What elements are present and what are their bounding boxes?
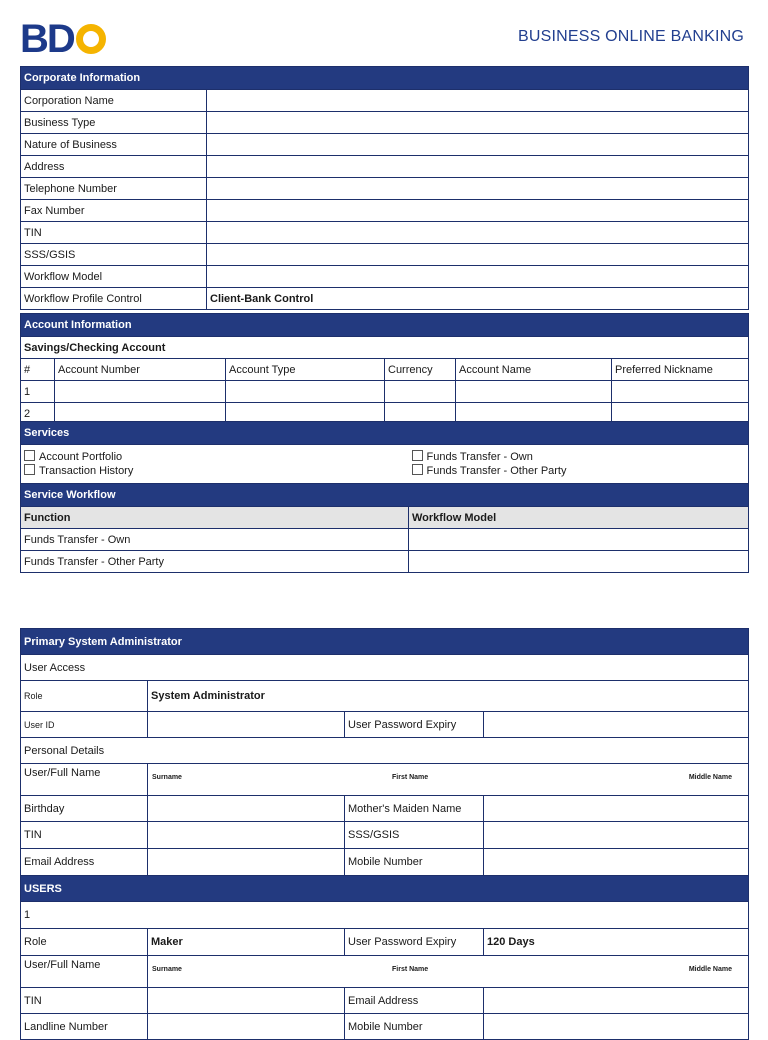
field-label: Workflow Model xyxy=(21,266,207,288)
account-number-input[interactable] xyxy=(55,381,226,403)
password-expiry-label: User Password Expiry xyxy=(345,929,484,956)
field-label: SSS/GSIS xyxy=(21,244,207,266)
business-type-input[interactable] xyxy=(207,112,749,134)
column-header-number: # xyxy=(21,359,55,381)
sss-gsis-input[interactable] xyxy=(484,822,749,849)
fax-input[interactable] xyxy=(207,200,749,222)
column-header-function: Function xyxy=(21,507,409,529)
email-label: Email Address xyxy=(21,849,148,876)
row-number: 2 xyxy=(21,403,55,425)
logo-o-ring xyxy=(76,24,106,54)
bdo-logo xyxy=(20,17,106,61)
corporation-name-input[interactable] xyxy=(207,90,749,112)
user-number: 1 xyxy=(21,902,749,929)
email-input[interactable] xyxy=(484,988,749,1014)
service-workflow-table xyxy=(20,483,749,573)
preferred-nickname-input[interactable] xyxy=(612,381,749,403)
column-header-account-type: Account Type xyxy=(226,359,385,381)
logo-text: BD xyxy=(20,17,74,61)
service-label: Funds Transfer - Own xyxy=(426,451,533,463)
user-id-input[interactable] xyxy=(148,712,345,738)
workflow-model-input[interactable] xyxy=(207,266,749,288)
workflow-model-input[interactable] xyxy=(409,529,749,551)
user-id-label: User ID xyxy=(21,712,148,738)
function-label: Funds Transfer - Own xyxy=(21,529,409,551)
middle-name-caption: Middle Name xyxy=(688,966,732,973)
personal-details-label: Personal Details xyxy=(21,738,749,764)
full-name-label: User/Full Name xyxy=(21,764,148,796)
field-label: Workflow Profile Control xyxy=(21,288,207,310)
field-label: Corporation Name xyxy=(21,90,207,112)
birthday-input[interactable] xyxy=(148,796,345,822)
services-right-group xyxy=(409,445,749,484)
telephone-input[interactable] xyxy=(207,178,749,200)
brand-title: BUSINESS ONLINE BANKING xyxy=(518,28,744,45)
tin-label: TIN xyxy=(21,822,148,849)
mobile-input[interactable] xyxy=(484,849,749,876)
field-label: Fax Number xyxy=(21,200,207,222)
sss-gsis-input[interactable] xyxy=(207,244,749,266)
password-expiry-label: User Password Expiry xyxy=(345,712,484,738)
field-label: TIN xyxy=(21,222,207,244)
checkbox-icon[interactable] xyxy=(412,464,423,475)
service-option[interactable] xyxy=(24,450,406,464)
checkbox-icon[interactable] xyxy=(412,450,423,461)
user-access-label: User Access xyxy=(21,655,749,681)
service-label: Account Portfolio xyxy=(39,451,123,463)
column-header-preferred-nickname: Preferred Nickname xyxy=(612,359,749,381)
services-table xyxy=(20,421,749,484)
address-input[interactable] xyxy=(207,156,749,178)
table-row xyxy=(21,381,749,403)
savings-checking-subheader: Savings/Checking Account xyxy=(21,337,749,359)
nature-of-business-input[interactable] xyxy=(207,134,749,156)
email-label: Email Address xyxy=(345,988,484,1014)
field-label: Telephone Number xyxy=(21,178,207,200)
mobile-label: Mobile Number xyxy=(345,1014,484,1040)
function-label: Funds Transfer - Other Party xyxy=(21,551,409,573)
service-option[interactable] xyxy=(412,464,746,478)
maiden-name-input[interactable] xyxy=(484,796,749,822)
column-header-account-number: Account Number xyxy=(55,359,226,381)
service-label: Transaction History xyxy=(39,465,134,477)
services-left-group xyxy=(21,445,409,484)
service-label: Funds Transfer - Other Party xyxy=(426,465,567,477)
role-label: Role xyxy=(21,681,148,712)
currency-input[interactable] xyxy=(385,381,456,403)
tin-input[interactable] xyxy=(207,222,749,244)
column-header-currency: Currency xyxy=(385,359,456,381)
users-header: USERS xyxy=(21,876,749,902)
column-header-workflow-model: Workflow Model xyxy=(409,507,749,529)
tin-input[interactable] xyxy=(148,822,345,849)
email-input[interactable] xyxy=(148,849,345,876)
services-header: Services xyxy=(21,422,749,445)
workflow-model-input[interactable] xyxy=(409,551,749,573)
surname-caption: Surname xyxy=(152,966,182,973)
field-label: Address xyxy=(21,156,207,178)
role-value: Maker xyxy=(148,929,345,956)
middle-name-caption: Middle Name xyxy=(688,774,732,781)
table-row xyxy=(21,551,749,573)
sss-gsis-label: SSS/GSIS xyxy=(345,822,484,849)
service-option[interactable] xyxy=(24,464,406,478)
mobile-input[interactable] xyxy=(484,1014,749,1040)
account-info-header: Account Information xyxy=(21,314,749,337)
account-name-input[interactable] xyxy=(456,381,612,403)
role-value: System Administrator xyxy=(148,681,749,712)
checkbox-icon[interactable] xyxy=(24,464,35,475)
corporate-info-table xyxy=(20,66,749,310)
workflow-profile-control-value: Client-Bank Control xyxy=(207,288,749,310)
full-name-label: User/Full Name xyxy=(21,956,148,988)
service-workflow-header: Service Workflow xyxy=(21,484,749,507)
field-label: Nature of Business xyxy=(21,134,207,156)
admin-users-table xyxy=(20,628,749,1040)
service-option[interactable] xyxy=(412,450,746,464)
primary-admin-header: Primary System Administrator xyxy=(21,629,749,655)
account-info-table xyxy=(20,313,749,425)
first-name-caption: First Name xyxy=(392,966,429,973)
password-expiry-value: 120 Days xyxy=(484,929,749,956)
checkbox-icon[interactable] xyxy=(24,450,35,461)
column-header-account-name: Account Name xyxy=(456,359,612,381)
role-label: Role xyxy=(21,929,148,956)
surname-caption: Surname xyxy=(152,774,182,781)
tin-input[interactable] xyxy=(148,988,345,1014)
full-name-input[interactable] xyxy=(148,956,749,988)
password-expiry-input[interactable] xyxy=(484,712,749,738)
first-name-caption: First Name xyxy=(392,774,429,781)
tin-label: TIN xyxy=(21,988,148,1014)
maiden-name-label: Mother's Maiden Name xyxy=(345,796,484,822)
landline-label: Landline Number xyxy=(21,1014,148,1040)
birthday-label: Birthday xyxy=(21,796,148,822)
corporate-info-header: Corporate Information xyxy=(21,67,749,90)
mobile-label: Mobile Number xyxy=(345,849,484,876)
landline-input[interactable] xyxy=(148,1014,345,1040)
field-label: Business Type xyxy=(21,112,207,134)
full-name-input[interactable] xyxy=(148,764,749,796)
row-number: 1 xyxy=(21,381,55,403)
account-type-input[interactable] xyxy=(226,381,385,403)
table-row xyxy=(21,529,749,551)
